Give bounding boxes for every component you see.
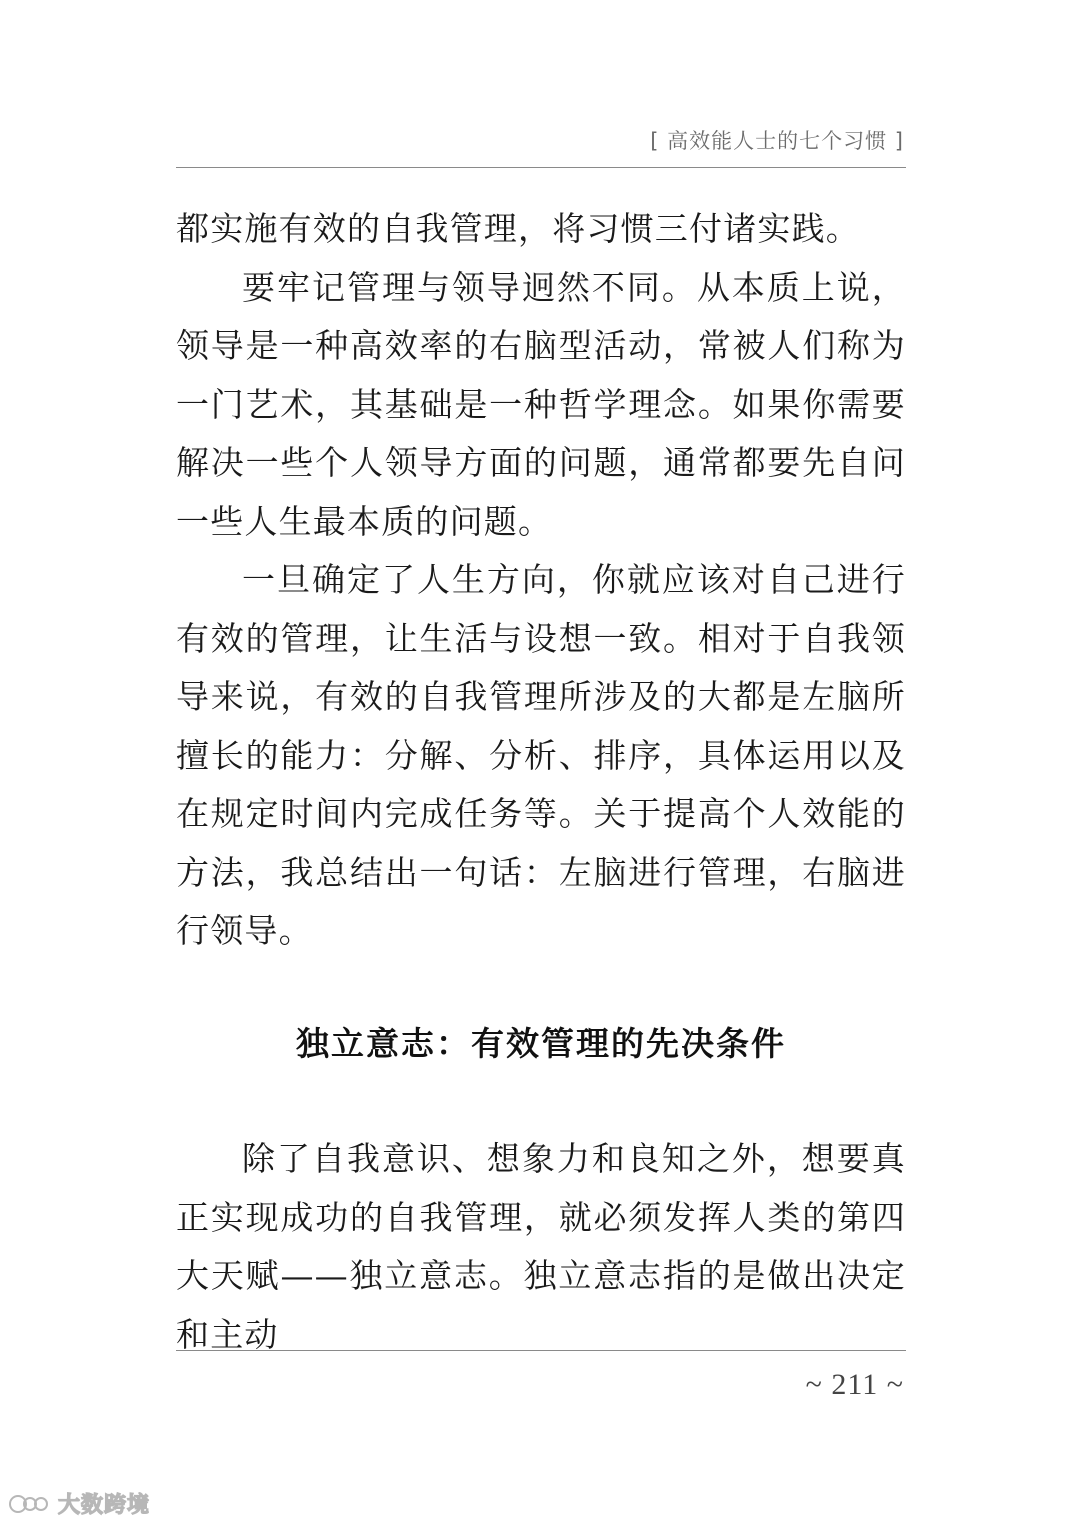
footer-divider (176, 1350, 906, 1351)
paragraph: 除了自我意识、想象力和良知之外，想要真正实现成功的自我管理，就必须发挥人类的第四大天赋——独立意志。独立意志指的是做出决定和主动 (176, 1139, 906, 1354)
watermark-text: 大数跨境 (58, 1493, 151, 1518)
watermark-logo-icon (8, 1491, 52, 1517)
page-number: ~ 211 ~ (805, 1368, 904, 1401)
paragraph: 一旦确定了人生方向，你就应该对自己进行有效的管理，让生活与设想一致。相对于自我领导来说，有效的自我管理所涉及的大都是左脑所擅长的能力：分解、分析、排序，具体运用以及在规定时间内完成任务等。关于提高个人效能的方法，我总结出一句话：左脑进行管理，右脑进行领导。 (176, 560, 906, 950)
watermark (8, 1488, 150, 1519)
body-text-before (176, 200, 906, 961)
body-text-after (176, 1130, 906, 1364)
running-header: [ 高效能人士的七个习惯 ] (650, 129, 904, 153)
paragraph: 要牢记管理与领导迥然不同。从本质上说，领导是一种高效率的右脑型活动，常被人们称为一门艺术，其基础是一种哲学理念。如果你需要解决一些个人领导方面的问题，通常都要先自问一些人生最本质的问题。 (176, 267, 906, 541)
paragraph: 都实施有效的自我管理，将习惯三付诸实践。 (176, 209, 860, 248)
header-divider (176, 167, 906, 168)
section-title: 独立意志：有效管理的先决条件 (296, 1024, 786, 1063)
